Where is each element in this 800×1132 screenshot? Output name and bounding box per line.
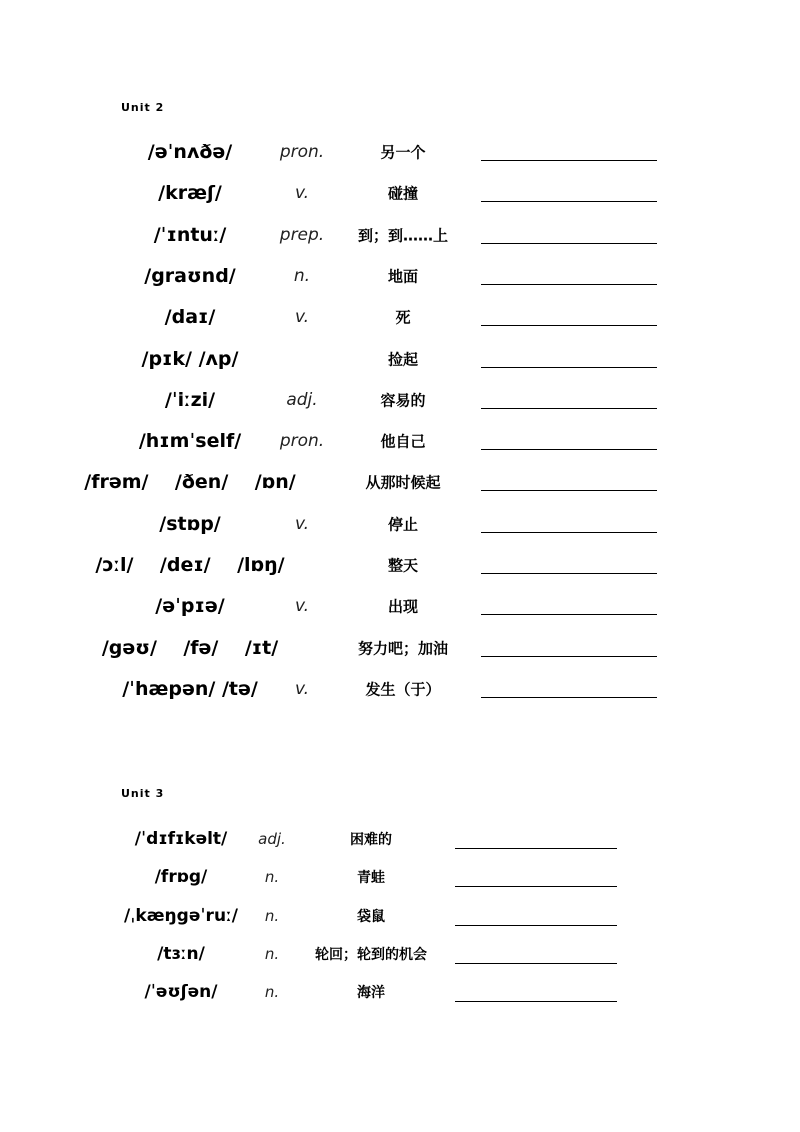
meaning-text: 捡起 [387,350,419,368]
part-of-speech: v. [294,678,310,699]
answer-blank-line[interactable] [481,408,657,409]
phonetic-text: /əˈpɪə/ [155,595,225,618]
meaning-text: 死 [395,308,411,327]
part-of-speech: adj. [258,830,286,848]
answer-blank-line[interactable] [481,532,657,533]
answer-blank-line[interactable] [481,490,657,491]
phonetic-text: /tɜːn/ [157,943,205,964]
part-of-speech: v. [294,513,310,534]
meaning-text: 到；到……上 [357,226,449,245]
part-of-speech: prep. [279,224,325,245]
phonetic-text: /frəm/ /ðen/ /ɒn/ [84,471,296,494]
part-of-speech: n. [264,944,280,963]
answer-blank-line[interactable] [481,325,657,326]
phonetic-text: /ˈhæpən/ /tə/ [122,677,258,700]
part-of-speech: pron. [279,431,325,452]
meaning-text: 轮回；轮到的机会 [315,946,427,963]
phonetic-text: /gəʊ/ /fə/ /ɪt/ [101,636,279,659]
answer-blank-line[interactable] [455,886,617,887]
phonetic-text: /frɒg/ [154,867,208,888]
phonetic-text: /əˈnʌðə/ [147,141,233,163]
meaning-text: 另一个 [380,143,426,162]
part-of-speech: n. [293,265,311,286]
answer-blank-line[interactable] [481,614,657,615]
part-of-speech: adj. [286,389,318,410]
answer-blank-line[interactable] [481,697,657,698]
answer-blank-line[interactable] [481,160,657,161]
answer-blank-line[interactable] [481,449,657,450]
meaning-text: 整天 [387,556,419,575]
answer-blank-line[interactable] [481,243,657,244]
unit-3-title: Unit 3 [121,787,165,800]
phonetic-text: /stɒp/ [159,512,221,535]
answer-blank-line[interactable] [481,201,657,202]
phonetic-text: /pɪk/ /ʌp/ [141,347,239,370]
part-of-speech: v. [294,596,310,617]
meaning-text: 困难的 [350,832,392,848]
meaning-text: 碰撞 [387,184,419,203]
phonetic-text: /ˈdɪfɪkəlt/ [134,829,228,849]
meaning-text: 他自己 [380,432,426,451]
answer-blank-line[interactable] [481,367,657,368]
phonetic-text: /ˈɪntuː/ [153,223,227,246]
phonetic-text: /ˈəʊʃən/ [144,982,218,1003]
meaning-text: 青蛙 [357,870,385,887]
answer-blank-line[interactable] [481,573,657,574]
part-of-speech: pron. [279,142,325,162]
meaning-text: 停止 [387,515,419,534]
meaning-text: 出现 [387,597,419,616]
meaning-text: 发生（于） [365,680,441,699]
part-of-speech: n. [264,906,280,925]
phonetic-text: /kræʃ/ [158,182,222,205]
meaning-text: 从那时候起 [365,473,441,492]
answer-blank-line[interactable] [481,284,657,285]
meaning-text: 海洋 [357,985,385,1002]
meaning-text: 容易的 [380,391,426,410]
phonetic-text: /daɪ/ [164,306,216,329]
answer-blank-line[interactable] [455,1001,617,1002]
part-of-speech: n. [264,983,280,1002]
meaning-text: 地面 [387,267,419,286]
phonetic-text: /hɪmˈself/ [138,430,242,453]
answer-blank-line[interactable] [481,656,657,657]
meaning-text: 努力吧；加油 [357,639,449,658]
phonetic-text: /ˌkæŋgəˈruː/ [124,905,238,926]
phonetic-text: /graʊnd/ [144,264,236,287]
phonetic-text: /ˈiːzi/ [164,388,216,411]
answer-blank-line[interactable] [455,925,617,926]
part-of-speech: v. [294,307,310,328]
phonetic-text: /ɔːl/ /deɪ/ /lɒŋ/ [95,554,285,576]
unit-2-title: Unit 2 [121,101,165,114]
part-of-speech: v. [294,183,310,204]
meaning-text: 袋鼠 [357,908,385,925]
part-of-speech: n. [264,868,280,887]
answer-blank-line[interactable] [455,963,617,964]
answer-blank-line[interactable] [455,848,617,849]
